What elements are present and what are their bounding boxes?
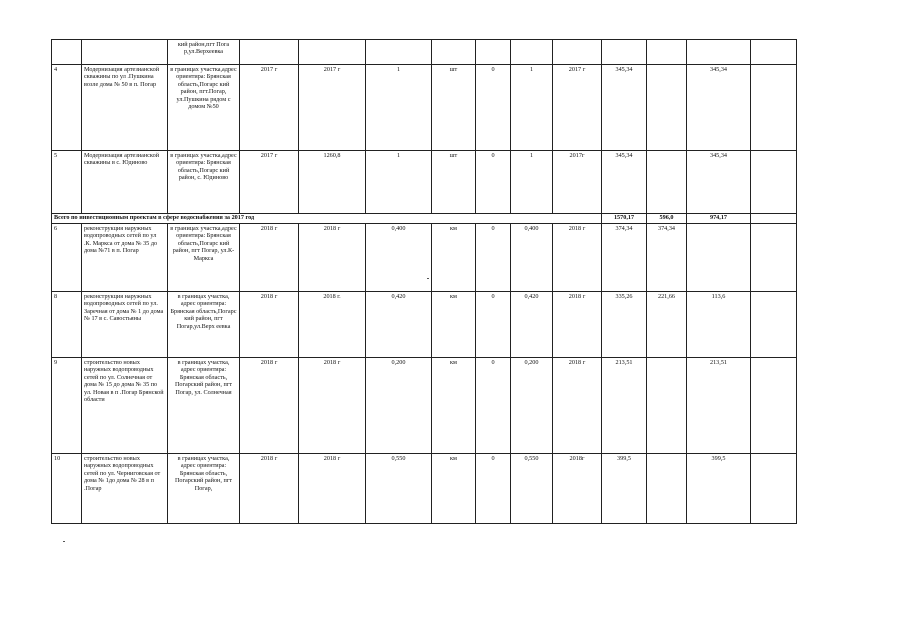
project-name: строительство новых наружных водопроводных сетей по ул. Черниговская от дома № 1до дома № 28 в п .Погар — [82, 454, 168, 524]
note — [751, 292, 797, 358]
capacity: 0,200 — [366, 358, 432, 454]
budget-funds — [647, 358, 687, 454]
start-year: 2017 г — [240, 65, 299, 151]
total-other: 974,17 — [687, 214, 751, 224]
note — [751, 454, 797, 524]
other-funds: 113,6 — [687, 292, 751, 358]
project-location: кий район,пгт Пога р,ул.Верхеевка — [168, 40, 240, 65]
new-capacity: 1 — [511, 151, 553, 214]
budget-funds — [647, 65, 687, 151]
scan-speck — [427, 278, 429, 279]
end-year: 2018 г — [299, 358, 366, 454]
note — [751, 224, 797, 292]
project-location: в границах участка,адрес ориентира: Брянская область,Погарс кий район, с. Юдиново — [168, 151, 240, 214]
total-cost: 345,34 — [602, 65, 647, 151]
unit: шт — [432, 65, 476, 151]
table-row — [52, 224, 797, 292]
budget-funds: 221,66 — [647, 292, 687, 358]
new-capacity — [511, 40, 553, 65]
capacity: 0,550 — [366, 454, 432, 524]
table-row — [52, 358, 797, 454]
existing-capacity: 0 — [476, 151, 511, 214]
total-note — [751, 214, 797, 224]
existing-capacity — [476, 40, 511, 65]
total-budget: 596,0 — [647, 214, 687, 224]
budget-funds — [647, 151, 687, 214]
row-number: 6 — [52, 224, 82, 292]
table-row — [52, 292, 797, 358]
table-row — [52, 65, 797, 151]
other-funds — [687, 40, 751, 65]
project-location: в границах участка,адрес ориентира: Брянская область,Погарс кий район, пгт.Погар, ул.Пушкина рядом с домом №50 — [168, 65, 240, 151]
start-year: 2018 г — [240, 358, 299, 454]
row-number: 5 — [52, 151, 82, 214]
row-number: 4 — [52, 65, 82, 151]
end-year: 2018 г — [299, 454, 366, 524]
unit: км — [432, 224, 476, 292]
start-year: 2018 г — [240, 224, 299, 292]
row-number: 10 — [52, 454, 82, 524]
budget-funds — [647, 454, 687, 524]
document-sheet — [51, 39, 796, 524]
commission-year: 2018 г — [553, 224, 602, 292]
start-year — [240, 40, 299, 65]
note — [751, 40, 797, 65]
new-capacity: 0,400 — [511, 224, 553, 292]
project-name — [82, 40, 168, 65]
project-name: реконструкция наружных водопроводных сетей по ул. Заречная от дома № 1 до дома № 17 в с. Савостьяны — [82, 292, 168, 358]
unit: км — [432, 358, 476, 454]
note — [751, 151, 797, 214]
other-funds: 345,34 — [687, 65, 751, 151]
other-funds: 345,34 — [687, 151, 751, 214]
total-label: Всего по инвестиционным проектам в сфере водоснабжения за 2017 год — [52, 214, 602, 224]
project-name: реконструкция наружных водопроводных сетей по ул .К. Маркса от дома № 35 до дома №71 в п. Погар — [82, 224, 168, 292]
start-year: 2018 г — [240, 292, 299, 358]
existing-capacity: 0 — [476, 224, 511, 292]
commission-year: 2017 г — [553, 65, 602, 151]
existing-capacity: 0 — [476, 65, 511, 151]
existing-capacity: 0 — [476, 358, 511, 454]
commission-year: 2018г — [553, 454, 602, 524]
table-row — [52, 151, 797, 214]
budget-funds: 374,34 — [647, 224, 687, 292]
capacity: 1 — [366, 65, 432, 151]
capacity: 0,420 — [366, 292, 432, 358]
end-year: 1260,8 — [299, 151, 366, 214]
total-row-2017 — [52, 214, 797, 224]
budget-funds — [647, 40, 687, 65]
end-year — [299, 40, 366, 65]
row-number: 8 — [52, 292, 82, 358]
existing-capacity: 0 — [476, 292, 511, 358]
commission-year: 2018 г — [553, 358, 602, 454]
investment-projects-table — [51, 39, 797, 524]
table-row — [52, 454, 797, 524]
scan-speck — [63, 541, 65, 542]
capacity: 1 — [366, 151, 432, 214]
project-location: в границах участка,адрес ориентира: Брянская область,Погарс кий район, пгт Погар, ул.К-Маркса — [168, 224, 240, 292]
total-cost: 374,34 — [602, 224, 647, 292]
project-name: Модернизация артезианской скважины в с. Юдиново — [82, 151, 168, 214]
project-name: строительство новых наружных водопроводных сетей по ул. Солнечная от дома № 15 до дома № 35 по ул. Новая в п .Погар Брянской области — [82, 358, 168, 454]
unit: км — [432, 292, 476, 358]
commission-year: 2018 г — [553, 292, 602, 358]
capacity: 0,400 — [366, 224, 432, 292]
table-row — [52, 40, 797, 65]
unit: км — [432, 454, 476, 524]
note — [751, 358, 797, 454]
end-year: 2017 г — [299, 65, 366, 151]
other-funds: 213,51 — [687, 358, 751, 454]
other-funds: 399,5 — [687, 454, 751, 524]
commission-year — [553, 40, 602, 65]
total-cost: 335,26 — [602, 292, 647, 358]
project-location: в границах участка, адрес ориентира: Брянская область, Погарский район, пгт Погар, — [168, 454, 240, 524]
row-number: 9 — [52, 358, 82, 454]
total-cost — [602, 40, 647, 65]
unit — [432, 40, 476, 65]
new-capacity: 0,420 — [511, 292, 553, 358]
total-cost: 345,34 — [602, 151, 647, 214]
capacity — [366, 40, 432, 65]
end-year: 2018 г — [299, 224, 366, 292]
start-year: 2017 г — [240, 151, 299, 214]
total-cost: 213,51 — [602, 358, 647, 454]
project-name: Модернизация артезианской скважины по ул .Пушкина возле дома № 50 в п. Погар — [82, 65, 168, 151]
new-capacity: 1 — [511, 65, 553, 151]
start-year: 2018 г — [240, 454, 299, 524]
commission-year: 2017г — [553, 151, 602, 214]
row-number — [52, 40, 82, 65]
unit: шт — [432, 151, 476, 214]
project-location: в границах участка, адрес ориентира: Брянская область,Погарс кий район, пгт Погар,ул.Верх еевка — [168, 292, 240, 358]
total-cost: 1570,17 — [602, 214, 647, 224]
note — [751, 65, 797, 151]
other-funds — [687, 224, 751, 292]
new-capacity: 0,200 — [511, 358, 553, 454]
existing-capacity: 0 — [476, 454, 511, 524]
end-year: 2018 г. — [299, 292, 366, 358]
new-capacity: 0,550 — [511, 454, 553, 524]
project-location: в границах участка, адрес ориентира: Брянская область, Погарский район, пгт Погар, ул. Солнечная — [168, 358, 240, 454]
total-cost: 399,5 — [602, 454, 647, 524]
